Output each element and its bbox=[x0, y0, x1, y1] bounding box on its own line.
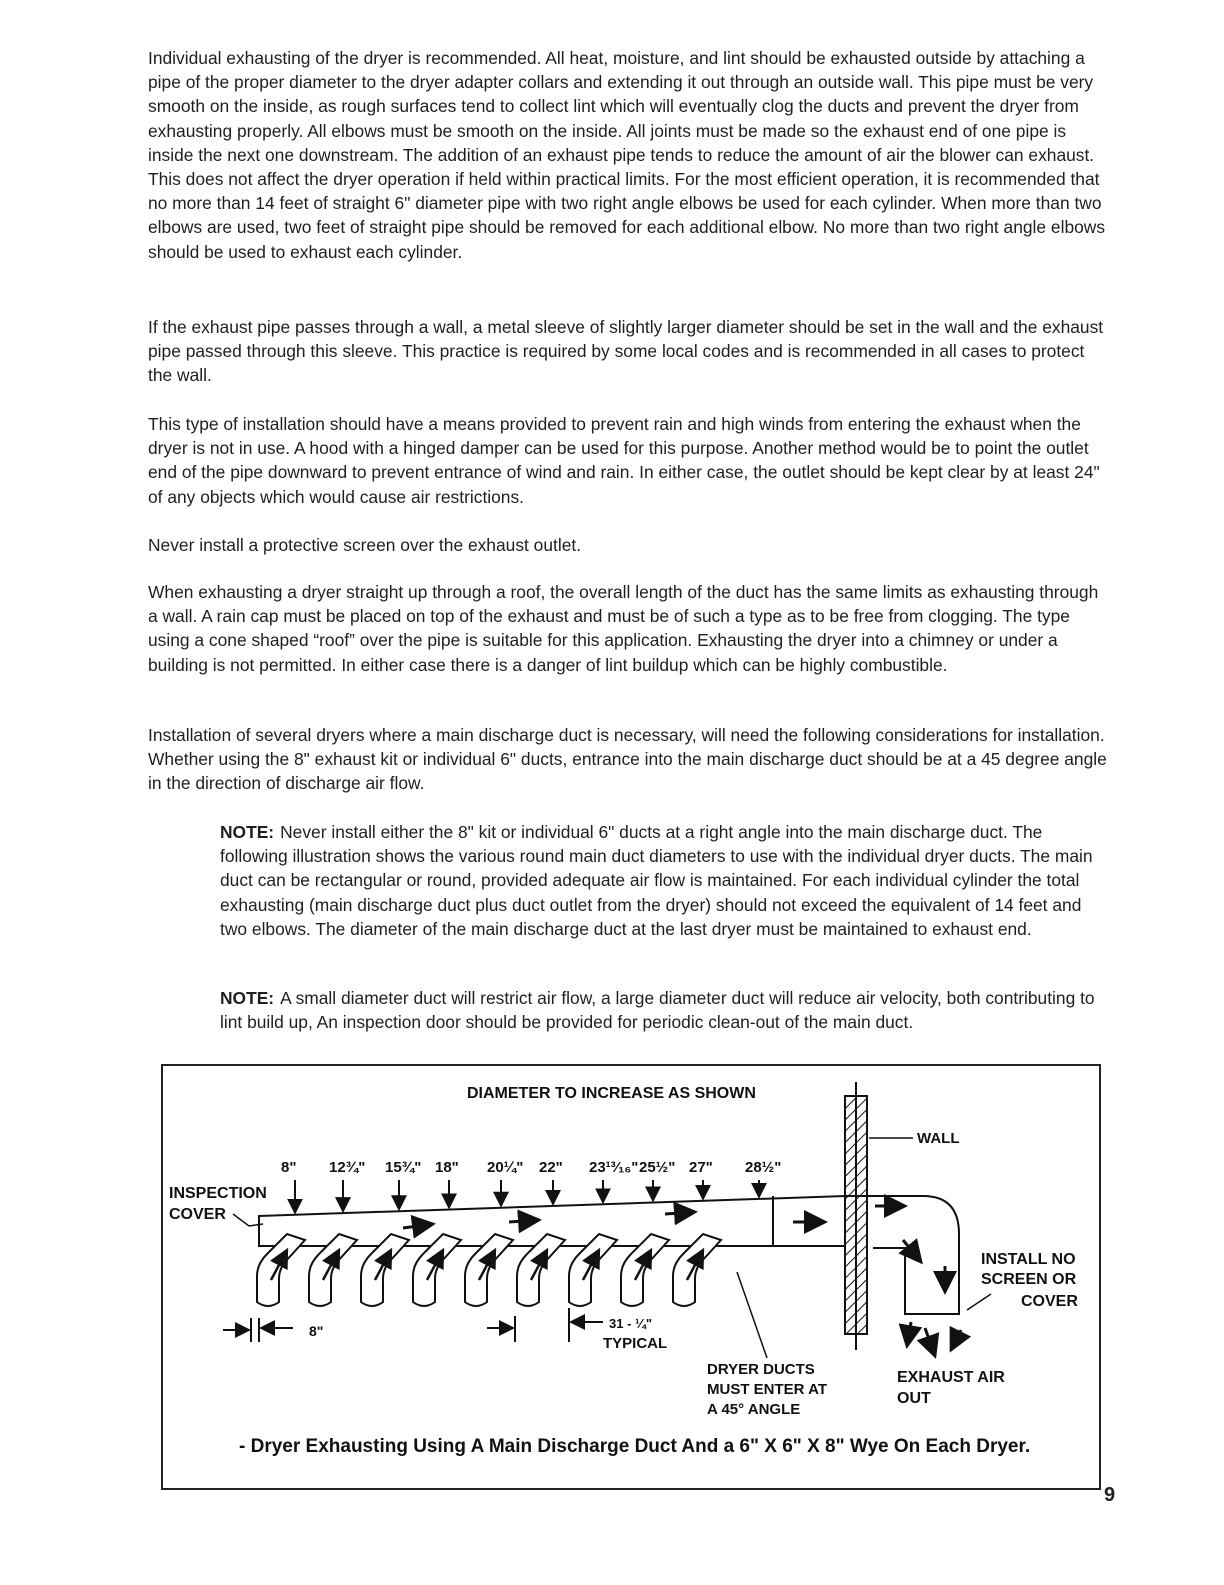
diameter-label: 18" bbox=[435, 1159, 459, 1176]
flow-arrow bbox=[403, 1224, 433, 1228]
diameter-label: 27" bbox=[689, 1159, 713, 1176]
diagram-svg bbox=[163, 1066, 1099, 1488]
cover-label: COVER bbox=[169, 1206, 226, 1223]
ducts-note-3: A 45° ANGLE bbox=[707, 1401, 801, 1418]
paragraph-exhausting: Individual exhausting of the dryer is recommended. All heat, moisture, and lint should be exhausted outside by attaching a pipe of the proper diameter to the dryer adapter collars and extending it out through an outside wall. This pipe must be very smooth on the inside, as rough surfaces tend to collect lint which will eventually clog the ducts and prevent the dryer from exhausting properly. All elbows must be smooth on the inside. All joints must be made so the exhaust end of one pipe is inside the next one downstream. The addition of an exhaust pipe tends to reduce the amount of air the blower can exhaust. This does not affect the dryer operation if held within practical limits. For the most efficient operation, it is recommended that no more than 14 feet of straight 6" diameter pipe with two right angle elbows be used for each cylinder. When more than two elbows are used, two feet of straight pipe should be removed for each additional elbow. No more than two right angle elbows should be used to exhaust each cylinder. bbox=[148, 48, 1106, 262]
exhaust-arrow bbox=[907, 1322, 911, 1346]
install-note-1: INSTALL NO bbox=[981, 1251, 1076, 1268]
diameter-label: 25½" bbox=[639, 1159, 676, 1176]
page-number: 9 bbox=[1104, 1484, 1116, 1506]
inspection-label: INSPECTION bbox=[169, 1185, 267, 1202]
diameter-label: 28½" bbox=[745, 1159, 782, 1176]
diameter-label: 8" bbox=[281, 1159, 297, 1176]
dryer-duct-elbow bbox=[569, 1234, 617, 1306]
diameter-label: 15¾" bbox=[385, 1159, 422, 1176]
figure-caption: - Dryer Exhausting Using A Main Discharge Duct And a 6" X 6" X 8" Wye On Each Dryer. bbox=[239, 1436, 1031, 1457]
flow-arrow bbox=[509, 1220, 539, 1222]
dryer-duct-elbow bbox=[517, 1234, 565, 1306]
ducts-note-1: DRYER DUCTS bbox=[707, 1361, 815, 1378]
dryer-duct-elbow bbox=[309, 1234, 357, 1306]
ducts-leader bbox=[737, 1272, 767, 1358]
dryer-duct-elbow bbox=[621, 1234, 669, 1306]
note-right-angle bbox=[220, 820, 1100, 941]
note-diameter bbox=[220, 986, 1100, 1034]
dim-typical-value: 31 - ¼" bbox=[609, 1316, 653, 1331]
dim-8-label: 8" bbox=[309, 1323, 324, 1339]
paragraph-rain-wind: This type of installation should have a means provided to prevent rain and high winds from entering the exhaust when the dryer is not in use. A hood with a hinged damper can be used for this purpose. Another method would be to point the outlet end of the pipe downward to prevent entrance of wind and rain. In either case, the outlet should be kept clear by at least 24" of any objects which would cause air restrictions. bbox=[148, 414, 1100, 507]
dryer-duct-elbow bbox=[361, 1234, 409, 1306]
dim-typical-label: TYPICAL bbox=[603, 1335, 668, 1352]
paragraph-wall-sleeve: If the exhaust pipe passes through a wall, a metal sleeve of slightly larger diameter should be set in the wall and the exhaust pipe passed through this sleeve. This practice is required by some local codes and is recommended in all cases to protect the wall. bbox=[148, 317, 1104, 386]
wall-label: WALL bbox=[917, 1130, 960, 1147]
diameter-labels bbox=[281, 1159, 781, 1213]
diagram-title: DIAMETER TO INCREASE AS SHOWN bbox=[467, 1085, 756, 1102]
diameter-label: 12¾" bbox=[329, 1159, 366, 1176]
diameter-label: 20¼" bbox=[487, 1159, 524, 1176]
paragraph-no-screen: Never install a protective screen over the exhaust outlet. bbox=[148, 535, 582, 555]
install-note-3: COVER bbox=[1021, 1293, 1078, 1310]
note-label: NOTE: bbox=[220, 822, 275, 842]
install-leader bbox=[967, 1294, 991, 1310]
exhaust-label-1: EXHAUST AIR bbox=[897, 1369, 1005, 1386]
dryer-duct-elbow bbox=[257, 1234, 305, 1306]
flow-arrow bbox=[665, 1212, 695, 1214]
paragraph-main-duct: Installation of several dryers where a main discharge duct is necessary, will need the following considerations for installation. Whether using the 8" exhaust kit or individual 6" ducts, entrance into the main discharge duct should be at a 45 degree angle in the direction of discharge air flow. bbox=[148, 725, 1107, 794]
dryer-duct-elbow bbox=[465, 1234, 513, 1306]
dryer-duct-elbow bbox=[413, 1234, 461, 1306]
exhaust-diagram bbox=[161, 1064, 1101, 1490]
exhaust-arrow bbox=[951, 1330, 961, 1350]
dryer-duct-elbow bbox=[673, 1234, 721, 1306]
install-note-2: SCREEN OR bbox=[981, 1271, 1077, 1288]
diameter-label: 22" bbox=[539, 1159, 563, 1176]
note-text: Never install either the 8" kit or individual 6" ducts at a right angle into the main discharge duct. The following illustration shows the various round main duct diameters to use with the individual dryer ducts. The main duct can be rectangular or round, provided adequate air flow is maintained. For each individual cylinder the total exhausting (main discharge duct plus duct outlet from the dryer) should not exceed the equivalent of 14 feet and two elbows. The diameter of the main discharge duct at the last dryer must be maintained to exhaust end. bbox=[220, 822, 1093, 939]
dryer-ducts bbox=[257, 1234, 721, 1306]
exhaust-label-2: OUT bbox=[897, 1390, 931, 1407]
note-text: A small diameter duct will restrict air flow, a large diameter duct will reduce air velocity, both contributing to lint build up, An inspection door should be provided for periodic clean-out of the main duct. bbox=[220, 988, 1095, 1033]
note-label: NOTE: bbox=[220, 988, 275, 1008]
exhaust-arrow bbox=[925, 1328, 935, 1356]
paragraph-roof-exhaust: When exhausting a dryer straight up through a roof, the overall length of the duct has the same limits as exhausting through a wall. A rain cap must be placed on top of the exhaust and must be of such a type as to be free from clogging. The type using a cone shaped “roof” over the pipe is suitable for this application. Exhausting the dryer into a chimney or under a building is not permitted. In either case there is a danger of lint buildup which can be highly combustible. bbox=[148, 582, 1099, 675]
ducts-note-2: MUST ENTER AT bbox=[707, 1381, 827, 1398]
diameter-label: 23¹³⁄₁₆" bbox=[589, 1159, 639, 1176]
